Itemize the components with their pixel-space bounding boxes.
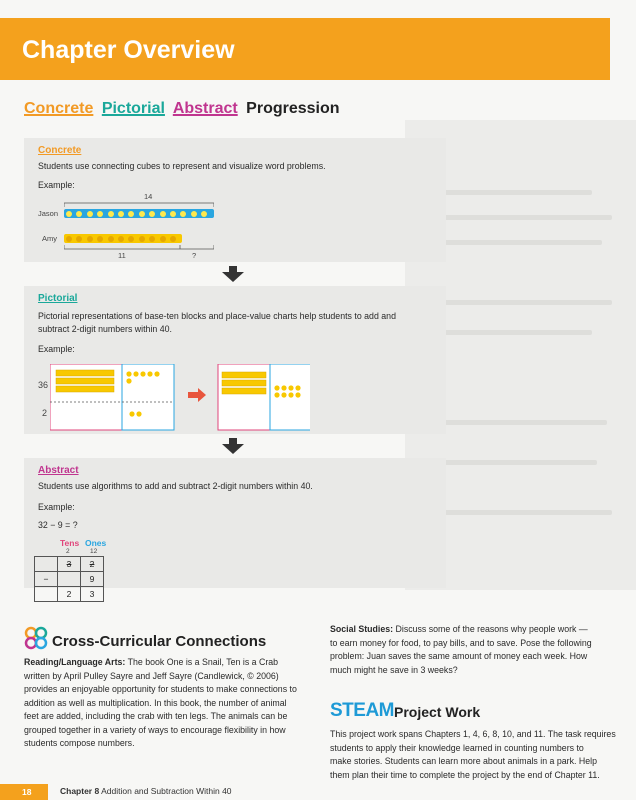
concrete-description: Students use connecting cubes to represent and visualize word problems. bbox=[38, 161, 326, 171]
pictorial-description-1: Pictorial representations of base-ten blocks and place-value charts help students to add and bbox=[38, 311, 396, 321]
cube bbox=[76, 236, 82, 242]
reading-line: grouped together in a variety of ways to encourage flexibility in how bbox=[24, 724, 286, 735]
steam-line: them plan their time to complete the project by the end of Chapter 11. bbox=[330, 769, 600, 780]
cube bbox=[170, 236, 176, 242]
progression-pictorial: Pictorial bbox=[101, 100, 165, 117]
social-label: Social Studies: bbox=[330, 624, 394, 634]
cube bbox=[149, 236, 155, 242]
progression-title bbox=[24, 100, 344, 118]
table-row bbox=[35, 587, 104, 602]
steam-line: students to apply their knowledge learned in counting numbers to bbox=[330, 742, 584, 753]
down-arrow-icon bbox=[222, 266, 244, 282]
reading-paragraph bbox=[24, 656, 314, 751]
cube bbox=[128, 236, 134, 242]
background-line bbox=[442, 420, 607, 425]
page-number: 18 bbox=[0, 784, 48, 800]
background-line bbox=[442, 300, 612, 305]
label-2: 2 bbox=[42, 408, 48, 418]
abstract-description: Students use algorithms to add and subtract 2-digit numbers within 40. bbox=[38, 481, 313, 491]
reading-line: students compose numbers. bbox=[24, 738, 135, 748]
part-label: 11 bbox=[118, 251, 126, 260]
cube bbox=[160, 236, 166, 242]
table-cell: 2 bbox=[58, 587, 81, 602]
reading-line: addition as well as multiplication. In this book, the number of animal bbox=[24, 697, 287, 708]
background-line bbox=[442, 215, 612, 220]
down-arrow-icon bbox=[222, 438, 244, 454]
pictorial-example-label: Example: bbox=[38, 344, 75, 354]
reading-line: feet are added, including the crab with ten legs. The animals can be bbox=[24, 711, 288, 721]
cube bbox=[87, 211, 93, 217]
steam-logo: STEAM bbox=[330, 700, 394, 721]
footer-chapter-title: Addition and Subtraction Within 40 bbox=[101, 786, 232, 796]
cube bbox=[139, 236, 145, 242]
footer-chapter-number: Chapter 8 bbox=[60, 786, 100, 796]
steam-title: Project Work bbox=[394, 704, 481, 720]
abstract-example-label: Example: bbox=[38, 502, 75, 512]
table-cell: 3 bbox=[81, 587, 104, 602]
reading-line: written by April Pulley Sayre and Jeff Sayre (Candlewick, © 2006) bbox=[24, 670, 279, 681]
table-cell: − bbox=[35, 572, 58, 587]
abstract-heading: Abstract bbox=[38, 465, 79, 476]
jason-cube-train bbox=[64, 209, 214, 218]
cube bbox=[201, 211, 207, 217]
social-line: Discuss some of the reasons why people work — bbox=[393, 624, 588, 634]
concrete-example-label: Example: bbox=[38, 180, 75, 190]
cube bbox=[191, 211, 197, 217]
label-36: 36 bbox=[38, 380, 49, 390]
table-cell bbox=[35, 557, 58, 572]
cube bbox=[118, 211, 124, 217]
algorithm-table bbox=[34, 556, 104, 602]
reading-label: Reading/Language Arts: bbox=[24, 657, 126, 667]
cube bbox=[66, 211, 72, 217]
cube bbox=[97, 211, 103, 217]
background-line bbox=[442, 460, 597, 465]
jason-label: Jason bbox=[38, 209, 59, 218]
background-line bbox=[442, 240, 602, 245]
table-row bbox=[35, 557, 104, 572]
regroup-ones: 12 bbox=[90, 548, 98, 555]
cube bbox=[170, 211, 176, 217]
top-brace bbox=[64, 198, 214, 208]
abstract-panel bbox=[24, 458, 446, 599]
cube bbox=[66, 236, 72, 242]
puzzle-icon bbox=[24, 626, 48, 650]
concrete-heading: Concrete bbox=[38, 145, 82, 156]
place-value-charts bbox=[50, 364, 310, 432]
cube bbox=[108, 236, 114, 242]
cube bbox=[139, 211, 145, 217]
progression-concrete: Concrete bbox=[24, 100, 94, 117]
reading-line: The book One is a Snail, Ten is a Crab bbox=[125, 657, 279, 667]
progression-abstract: Abstract bbox=[172, 100, 238, 117]
table-cell: 3 bbox=[58, 557, 81, 572]
abstract-equation: 32 − 9 = ? bbox=[38, 520, 78, 530]
unknown-label: ? bbox=[192, 251, 197, 260]
footer-chapter bbox=[60, 786, 232, 796]
table-cell bbox=[35, 587, 58, 602]
cross-curricular-title: Cross-Curricular Connections bbox=[52, 633, 267, 650]
pictorial-description-2: subtract 2-digit numbers within 40. bbox=[38, 324, 172, 334]
cube bbox=[149, 211, 155, 217]
cube bbox=[87, 236, 93, 242]
banner-title: Chapter Overview bbox=[22, 36, 235, 64]
cube bbox=[108, 211, 114, 217]
steam-line: make stories. Students can learn more about animals in a park. Help bbox=[330, 756, 597, 766]
amy-label: Amy bbox=[42, 234, 57, 243]
cube bbox=[97, 236, 103, 242]
cube bbox=[76, 211, 82, 217]
social-paragraph bbox=[330, 623, 630, 677]
tens-header: Tens bbox=[60, 538, 80, 548]
regroup-tens: 2 bbox=[66, 548, 70, 555]
social-line: to earn money for food, to pay bills, and to save. Pose the following bbox=[330, 637, 592, 648]
table-cell bbox=[58, 572, 81, 587]
pictorial-heading: Pictorial bbox=[38, 293, 78, 304]
cube bbox=[128, 211, 134, 217]
amy-cube-train bbox=[64, 234, 182, 243]
social-line: problem: Juan saves the same amount of money each week. How bbox=[330, 651, 588, 661]
cube bbox=[160, 211, 166, 217]
table-cell: 2 bbox=[81, 557, 104, 572]
steam-line: This project work spans Chapters 1, 4, 6, 8, 10, and 11. The task requires bbox=[330, 729, 616, 739]
concrete-panel bbox=[24, 138, 446, 262]
progression-word: Progression bbox=[246, 100, 340, 117]
social-line: much might he save in 3 weeks? bbox=[330, 664, 458, 675]
reading-line: provides an enjoyable opportunity for students to make connections to bbox=[24, 684, 297, 694]
background-line bbox=[442, 190, 592, 195]
background-line bbox=[442, 510, 612, 515]
total-label: 14 bbox=[144, 192, 153, 201]
ones-header: Ones bbox=[85, 538, 107, 548]
table-cell: 9 bbox=[81, 572, 104, 587]
pictorial-panel bbox=[24, 286, 446, 434]
cube bbox=[118, 236, 124, 242]
table-row bbox=[35, 572, 104, 587]
cube bbox=[180, 211, 186, 217]
steam-paragraph bbox=[330, 728, 630, 782]
background-line bbox=[442, 330, 592, 335]
